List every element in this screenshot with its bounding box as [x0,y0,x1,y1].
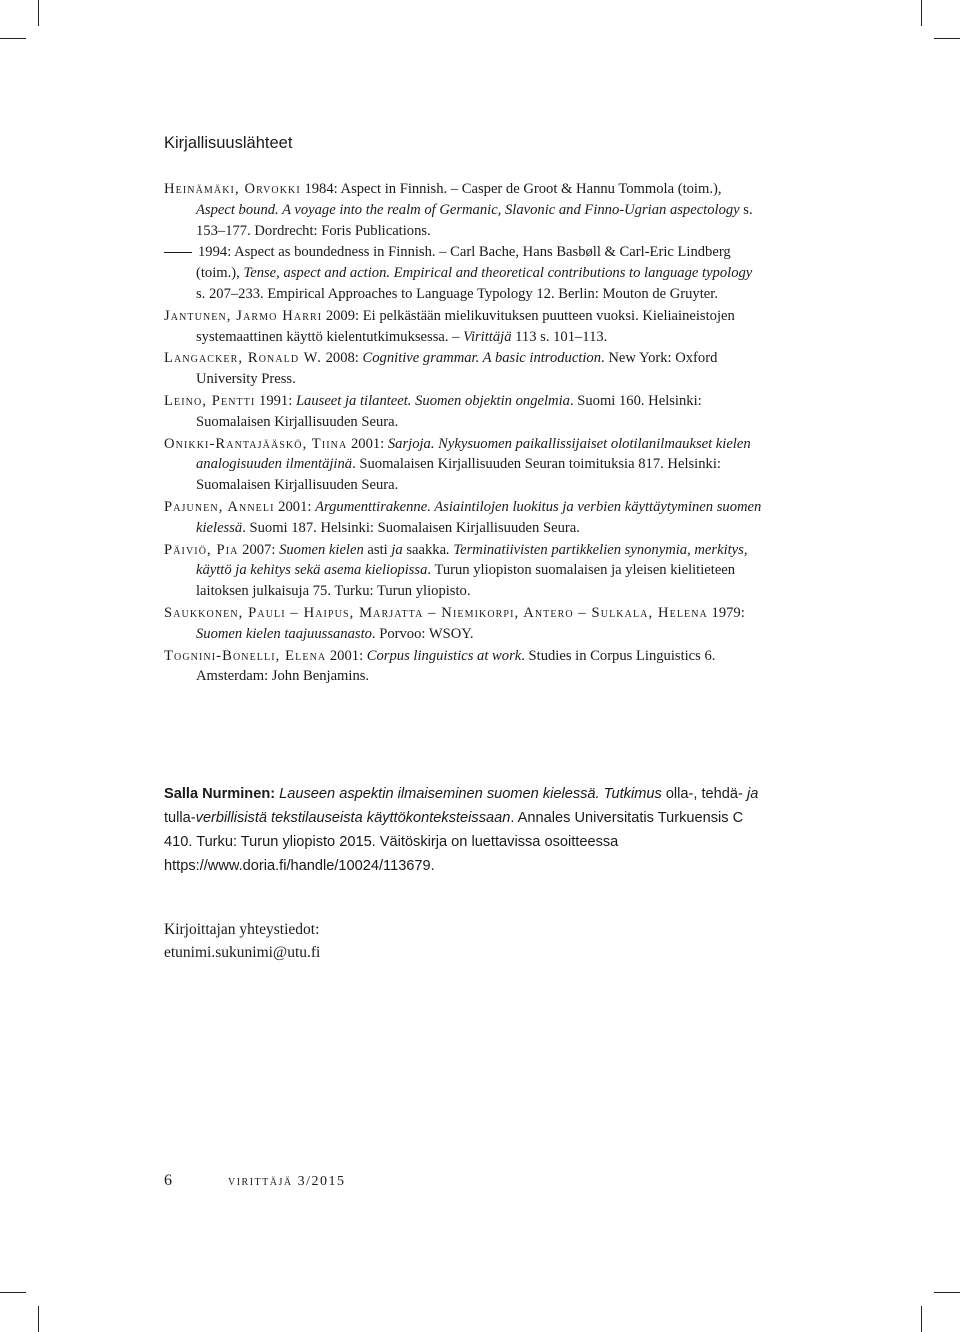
reference-text: s. 153–177. Dordrecht: Foris Publications. [196,201,753,239]
reference-entry [164,179,764,241]
reference-text: 113 s. 101–113. [511,328,608,345]
reference-title: Lauseet ja tilanteet. Suomen objektin ongelmia [295,392,570,409]
reference-title: Cognitive grammar. A basic introduction [362,350,602,367]
reference-entry [164,306,764,348]
contact-label: Kirjoittajan yhteystiedot: [164,921,320,938]
reference-author: Leino, Pentti [164,392,256,409]
reference-entry [164,646,764,688]
abstract-text: olla-, tehdä- [661,786,743,802]
contact-email: etunimi.sukunimi@utu.fi [164,944,321,961]
reference-title: Argumenttirakenne. Asiaintilojen luokitus ja verbien käyttäytyminen suomen kielessä [196,498,762,536]
abstract-text: tulla- [164,810,196,826]
reference-text: 1979: [707,604,745,621]
reference-author: Saukkonen, Pauli – Haipus, Marjatta – Niemikorpi, Antero – Sulkala, Helena [164,604,708,621]
reference-entry [164,540,764,602]
reference-author: Tognini-Bonelli, Elena [164,647,327,664]
crop-mark [921,1306,922,1332]
reference-author: Heinämäki, Orvokki [164,181,301,197]
reference-text: 1991: [255,392,296,409]
reference-entry [164,391,764,433]
reference-title: Virittäjä [463,328,512,345]
crop-mark [921,0,922,26]
reference-entry [164,603,764,645]
reference-title: Sarjoja. Nykysuomen paikallissijaiset olotilanilmaukset kielen analogisuuden ilmentäjinä [196,435,751,473]
reference-title: Corpus linguistics at work [366,647,522,664]
reference-text: 2008: [321,350,363,367]
crop-mark [934,38,960,39]
reference-author: Pajunen, Anneli [164,498,275,515]
crop-mark [0,38,26,39]
repeat-author-dash [164,252,192,253]
reference-author: Langacker, Ronald W. [164,350,322,367]
reference-text: asti [363,541,392,558]
reference-text: 2001: [347,435,388,452]
reference-text: . Suomi 187. Helsinki: Suomalaisen Kirjallisuuden Seura. [242,519,580,536]
reference-text: 2009: Ei pelkästään mielikuvituksen puutteen vuoksi. Kieliaineistojen systemaattinen käyttö kielentutkimuksessa. – [196,307,735,345]
crop-mark [934,1292,960,1293]
reference-text: saakka [402,541,447,558]
reference-text: 1994: Aspect as boundedness in Finnish. – Carl Bache, Hans Basbøll & Carl-Eric Lindberg (toim.), [196,244,731,282]
reference-text: 2001: [274,498,316,515]
crop-mark [0,1292,26,1293]
reference-list [164,179,764,688]
reference-text: . Suomi 160. Helsinki: Suomalaisen Kirjallisuuden Seura. [196,392,702,430]
abstract-text: . Annales Universitatis Turkuensis C 410. Turku: Turun yliopisto 2015. Väitöskirja on luettavissa osoitteessa https://www.doria.fi/handle/10024/113679. [164,810,744,874]
reference-title: Suomen kielen [279,541,364,558]
reference-title: Aspect bound. A voyage into the realm of Germanic, Slavonic and Finno-Ugrian aspectology [196,201,740,218]
reference-text: 2001: [326,647,367,664]
dissertation-abstract [164,782,764,878]
page-number: 6 [164,1172,172,1189]
reference-title: Tense, aspect and action. Empirical and theoretical contributions to language typology [243,265,753,282]
reference-entry [164,497,764,539]
reference-title: ja [391,541,403,558]
reference-text: . Suomalaisen Kirjallisuuden Seuran toimituksia 817. Helsinki: Suomalaisen Kirjallisuuden Seura. [196,456,721,494]
reference-entry [164,434,764,496]
reference-entry [164,348,764,390]
reference-title: Suomen kielen taajuussanasto [196,625,372,642]
reference-text: 2007: [238,541,280,558]
reference-text: . New York: Oxford University Press. [196,350,718,388]
reference-text: . Porvoo: WSOY. [371,625,474,642]
reference-author: Jantunen, Jarmo Harri [164,307,323,324]
abstract-title: Lauseen aspektin ilmaiseminen suomen kielessä. Tutkimus [275,786,662,802]
abstract-title: ja [742,786,759,802]
reference-author: Onikki-Rantajääskö, Tiina [164,435,348,452]
contact-info [164,918,320,964]
abstract-author: Salla Nurminen: [164,786,276,802]
reference-text: . Studies in Corpus Linguistics 6. Amsterdam: John Benjamins. [196,647,716,685]
reference-entry [164,242,764,304]
journal-footer: virittäjä 3/2015 [228,1174,346,1189]
crop-mark [38,1306,39,1332]
reference-author: Päiviö, Pia [164,541,239,558]
crop-mark [38,0,39,26]
reference-text: 1984: Aspect in Finnish. – Casper de Groot & Hannu Tommola (toim.), [300,181,722,197]
reference-text: s. 207–233. Empirical Approaches to Language Typology 12. Berlin: Mouton de Gruyter. [196,285,718,302]
reference-title: . Terminatiivisten partikkelien synonymia, merkitys, käyttö ja kehitys sekä asema kieliopissa [196,541,748,579]
section-heading: Kirjallisuuslähteet [164,134,293,152]
abstract-title: verbillisistä tekstilauseista käyttökonteksteissaan [195,810,511,826]
reference-text: . Turun yliopiston suomalaisen ja yleisen kielitieteen laitoksen julkaisuja 75. Turku: Turun yliopisto. [196,562,736,600]
